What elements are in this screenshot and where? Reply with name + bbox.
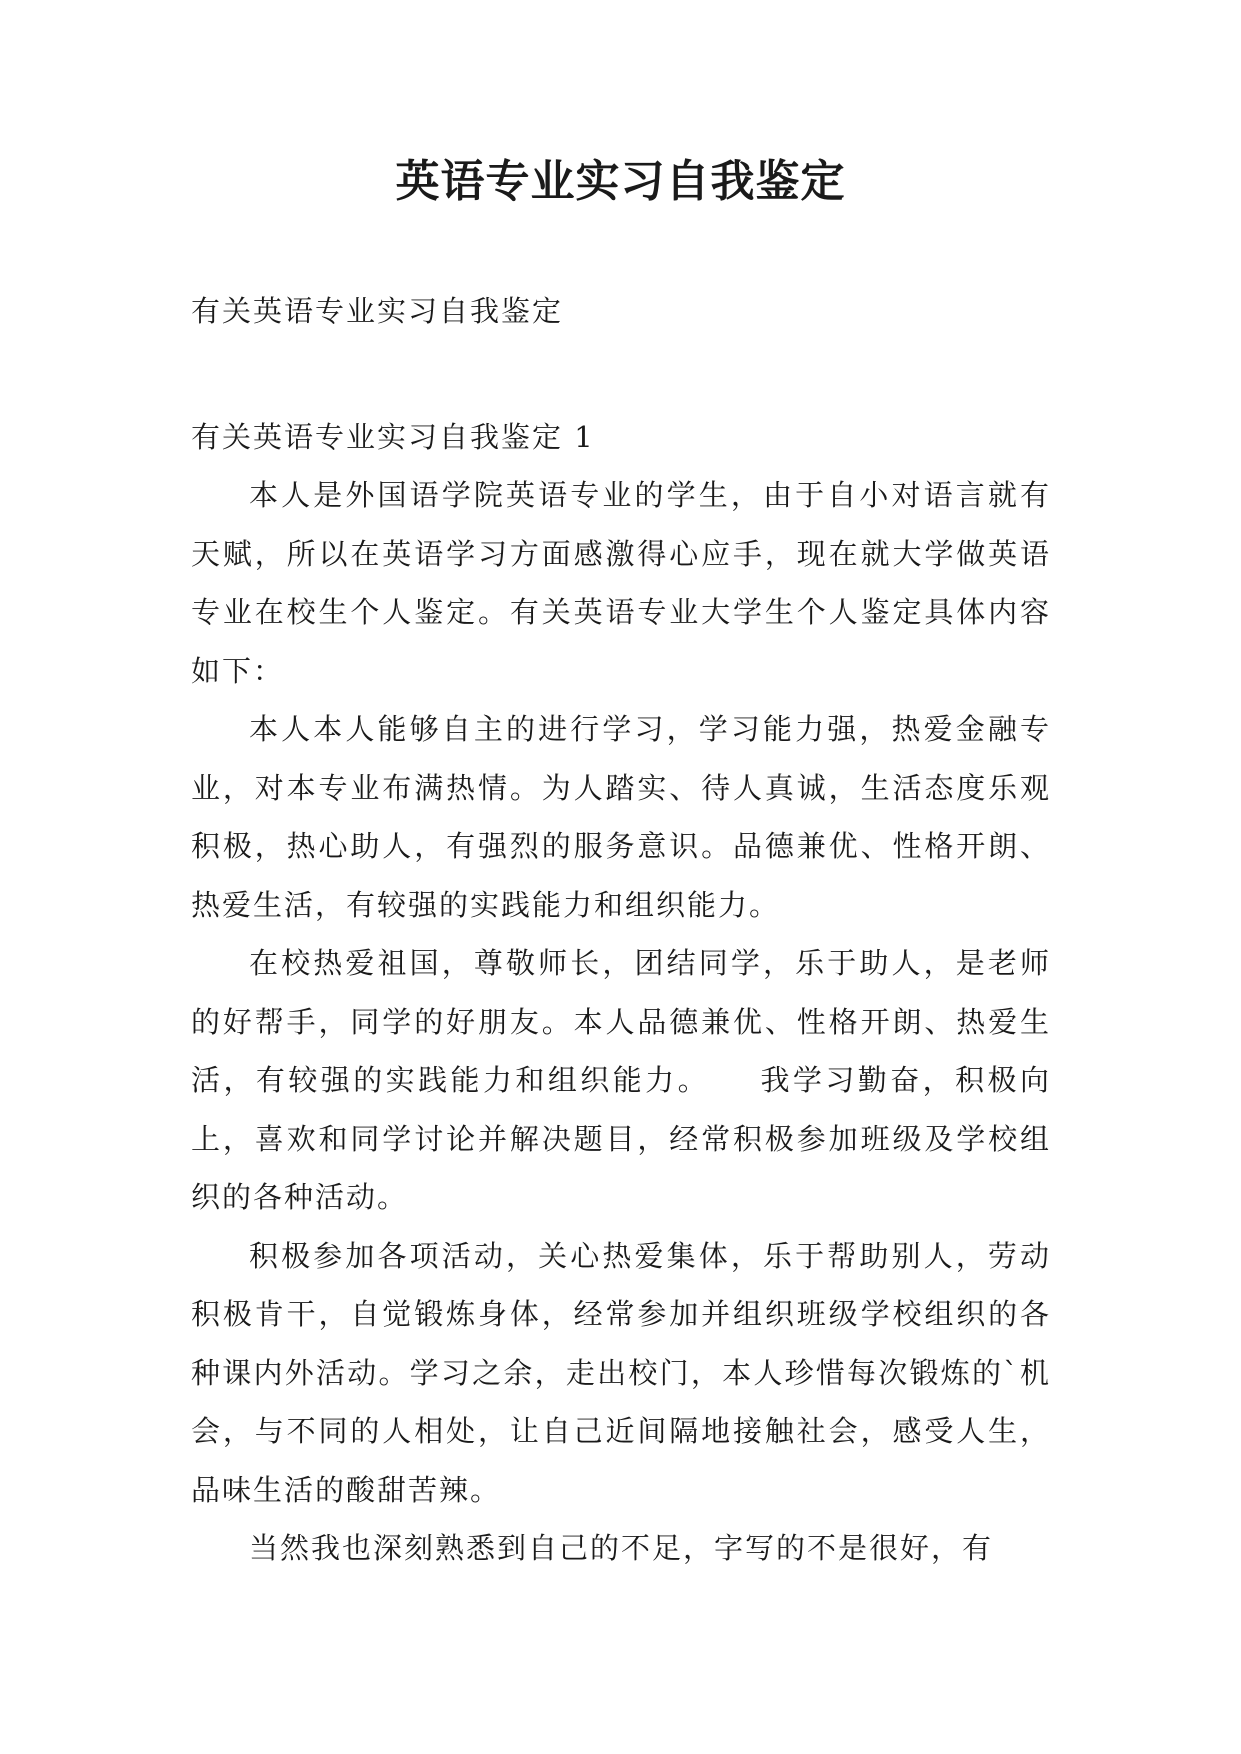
paragraph-2: 本人本人能够自主的进行学习，学习能力强，热爱金融专业，对本专业布满热情。为人踏实、待人真诚，生活态度乐观积极，热心助人，有强烈的服务意识。品德兼优、性格开朗、热爱生活，有较强的实践能力和组织能力。 [191, 712, 1051, 922]
document-title: 英语专业实习自我鉴定 [395, 156, 846, 207]
paragraph-5: 当然我也深刻熟悉到自己的不足，字写的不是很好，有 [249, 1531, 994, 1565]
paragraph-1: 本人是外国语学院英语专业的学生，由于自小对语言就有天赋，所以在英语学习方面感激得心应手，现在就大学做英语专业在校生个人鉴定。有关英语专业大学生个人鉴定具体内容如下： [191, 478, 1051, 688]
document-body [191, 408, 1051, 1578]
paragraph-4: 积极参加各项活动，关心热爱集体，乐于帮助别人，劳动积极肯干，自觉锻炼身体，经常参加并组织班级学校组织的各种课内外活动。学习之余，走出校门，本人珍惜每次锻炼的`机会，与不同的人相处，让自己近间隔地接触社会，感受人生，品味生活的酸甜苦辣。 [191, 1238, 1051, 1507]
document-subtitle: 有关英语专业实习自我鉴定 [191, 294, 564, 328]
section-heading: 有关英语专业实习自我鉴定 1 [191, 420, 595, 454]
paragraph-3: 在校热爱祖国，尊敬师长，团结同学，乐于助人，是老师的好帮手，同学的好朋友。本人品德兼优、性格开朗、热爱生活，有较强的实践能力和组织能力。 我学习勤奋，积极向上，喜欢和同学讨论并解决题目，经常积极参加班级及学校组织的各种活动。 [191, 946, 1051, 1214]
